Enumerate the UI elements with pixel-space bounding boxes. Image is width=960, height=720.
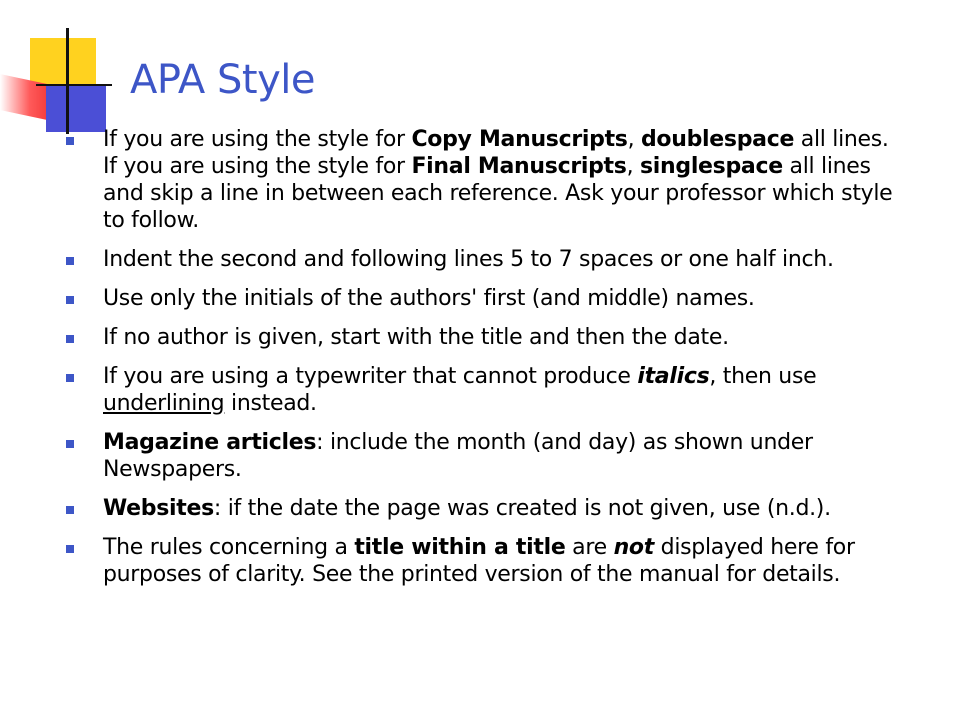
bullet-bold-text: doublespace <box>640 127 795 152</box>
bullet-bold-text: Magazine articles <box>103 430 317 455</box>
bullet-bold-text: singlespace <box>639 154 783 179</box>
bullet-item-typewriter <box>66 363 906 417</box>
bullet-item-no-author <box>66 324 906 351</box>
bullet-italic-text: italics <box>637 364 710 389</box>
logo-horizontal-line <box>36 84 112 86</box>
bullet-square-icon <box>66 506 74 514</box>
bullet-italic-text: not <box>613 535 654 560</box>
bullet-text: The rules concerning a <box>103 535 355 560</box>
bullet-square-icon <box>66 545 74 553</box>
bullet-text: : if the date the page was created is not given, use (n.d.). <box>213 496 831 521</box>
bullet-text: Use only the initials of the authors' first (and middle) names. <box>103 286 755 311</box>
bullet-text: are <box>565 535 614 560</box>
bullet-square-icon <box>66 137 74 145</box>
bullet-text: , then use <box>709 364 817 389</box>
bullet-square-icon <box>66 374 74 382</box>
bullet-square-icon <box>66 257 74 265</box>
slide-title: APA Style <box>130 57 315 103</box>
bullet-text: : include the month (and day) as shown under Newspapers. <box>103 430 813 482</box>
bullet-bold-text: Final Manuscripts <box>411 154 627 179</box>
bullet-text: displayed here for purposes of clarity. See the printed version of the manual for details. <box>103 535 855 587</box>
bullet-square-icon <box>66 335 74 343</box>
bullet-item-manuscripts <box>66 126 906 234</box>
bullet-square-icon <box>66 440 74 448</box>
bullet-item-websites <box>66 495 906 522</box>
bullet-text: , <box>627 127 641 152</box>
bullet-bold-text: title within a title <box>354 535 566 560</box>
bullet-bold-text: Copy Manuscripts <box>411 127 628 152</box>
slide-corner-logo <box>0 0 130 140</box>
bullet-item-initials <box>66 285 906 312</box>
bullet-text: all lines and skip a line in between each reference. Ask your professor which style to follow. <box>103 154 893 233</box>
bullet-bold-text: Websites <box>103 496 214 521</box>
bullet-text: , <box>626 154 640 179</box>
logo-vertical-line <box>66 28 69 134</box>
bullet-text: all lines. If you are using the style for <box>103 127 889 179</box>
bullet-square-icon <box>66 296 74 304</box>
bullet-item-indent <box>66 246 906 273</box>
bullet-item-title-within-title <box>66 534 906 588</box>
bullet-underlined-text: underlining <box>103 391 225 416</box>
bullet-text: If you are using the style for <box>103 127 412 152</box>
bullet-text: instead. <box>224 391 317 416</box>
bullet-text: If no author is given, start with the title and then the date. <box>103 325 729 350</box>
bullet-item-magazine <box>66 429 906 483</box>
bullet-text: If you are using a typewriter that cannot produce <box>103 364 638 389</box>
bullet-list <box>66 126 906 600</box>
bullet-text: Indent the second and following lines 5 to 7 spaces or one half inch. <box>103 247 834 272</box>
